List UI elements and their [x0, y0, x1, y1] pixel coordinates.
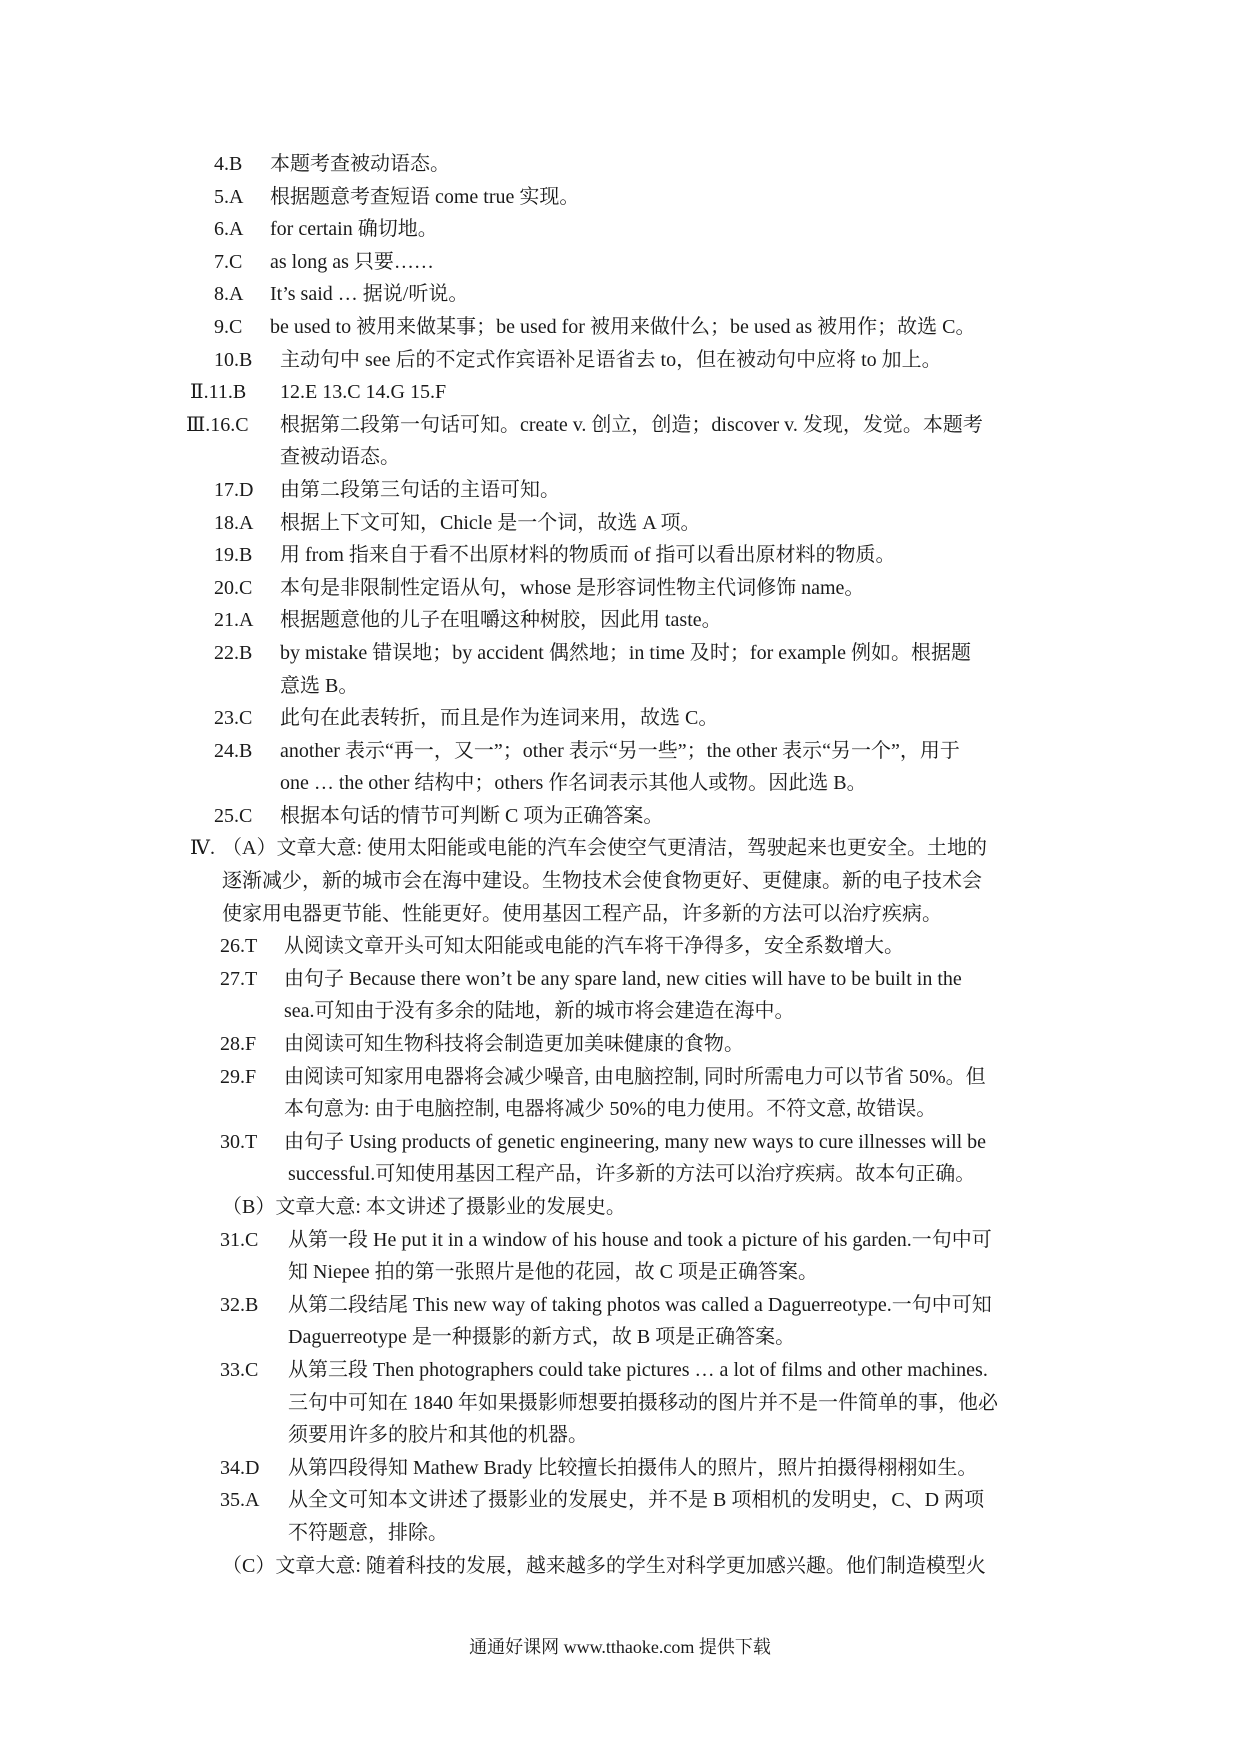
answer-number: 22.B — [214, 641, 253, 664]
answer-line-35 — [0, 1484, 1240, 1517]
answer-line-31 — [0, 1224, 1240, 1257]
answer-text: 本题考查被动语态。 — [270, 153, 450, 175]
answer-number: 4.B — [214, 153, 243, 175]
answer-text: 查被动语态。 — [280, 446, 400, 469]
answer-text: 根据第二段第一句话可知。create v. 创立，创造；discover v. 发现，发觉。本题考 — [280, 413, 983, 436]
answer-text: 从全文可知本文讲述了摄影业的发展史，并不是 B 项相机的发明史，C、D 两项 — [288, 1489, 985, 1512]
answer-number: 19.B — [214, 544, 253, 567]
answer-number: 21.A — [214, 609, 254, 632]
answer-line-30-cont — [0, 1158, 1240, 1191]
answer-line-33-cont — [0, 1419, 1240, 1452]
answer-text: 主动句中 see 后的不定式作宾语补足语省去 to，但在被动句中应将 to 加上。 — [280, 348, 942, 371]
answer-text: Daguerreotype 是一种摄影的新方式，故 B 项是正确答案。 — [288, 1326, 796, 1349]
answer-text: 从第一段 He put it in a window of his house and took a picture of his garden.一句中可 — [288, 1228, 992, 1251]
answer-number: 27.T — [220, 967, 258, 990]
answer-line-9 — [0, 311, 1240, 344]
answer-text: （C）文章大意: 随着科技的发展，越来越多的学生对科学更加感兴趣。他们制造模型火 — [222, 1554, 986, 1577]
answer-text: 由句子 Using products of genetic engineering, many new ways to cure illnesses will be — [284, 1130, 987, 1153]
answer-line-18 — [0, 507, 1240, 540]
answer-line-33 — [0, 1354, 1240, 1387]
answer-text: 从第二段结尾 This new way of taking photos was called a Daguerreotype.一句中可知 — [288, 1293, 992, 1316]
passage-a-summary-cont — [0, 865, 1240, 898]
answer-number: 24.B — [214, 739, 253, 762]
answer-number: 29.F — [220, 1065, 257, 1088]
answer-text: 逐渐减少，新的城市会在海中建设。生物技术会使食物更好、更健康。新的电子技术会 — [222, 870, 982, 893]
answer-line-8 — [0, 278, 1240, 311]
answer-line-27-cont — [0, 995, 1240, 1028]
answer-number: Ⅲ.16.C — [186, 413, 249, 436]
answer-line-6 — [0, 213, 1240, 246]
answer-line-32-cont — [0, 1321, 1240, 1354]
answer-line-23 — [0, 702, 1240, 735]
answer-text: successful.可知使用基因工程产品，许多新的方法可以治疗疾病。故本句正确。 — [288, 1163, 976, 1186]
answer-text: 根据题意他的儿子在咀嚼这种树胶，因此用 taste。 — [280, 609, 722, 632]
section-number: Ⅳ. — [190, 837, 215, 860]
answer-line-19 — [0, 539, 1240, 572]
answer-number: 18.A — [214, 511, 254, 534]
answer-text: 不符题意，排除。 — [288, 1521, 448, 1544]
answer-number: Ⅱ.11.B — [190, 381, 247, 404]
answer-text: 根据上下文可知，Chicle 是一个词，故选 A 项。 — [280, 511, 701, 534]
answer-key — [0, 148, 1240, 1582]
answer-line-31-cont — [0, 1256, 1240, 1289]
answer-text: 意选 B。 — [280, 674, 359, 697]
answer-line-33-cont — [0, 1387, 1240, 1420]
answer-line-25 — [0, 800, 1240, 833]
answer-line-34 — [0, 1452, 1240, 1485]
answer-line-24-cont — [0, 767, 1240, 800]
answer-text: another 表示“再一，又一”；other 表示“另一些”；the other 表示“另一个”，用于 — [280, 739, 960, 762]
answer-number: 31.C — [220, 1228, 259, 1251]
answer-text: sea.可知由于没有多余的陆地，新的城市将会建造在海中。 — [284, 1000, 795, 1023]
answer-line-17 — [0, 474, 1240, 507]
answer-line-30 — [0, 1126, 1240, 1159]
section-ii-answers — [0, 376, 1240, 409]
answer-text: 知 Niepee 拍的第一张照片是他的花园，故 C 项是正确答案。 — [288, 1261, 818, 1284]
answer-text: 12.E 13.C 14.G 15.F — [280, 381, 447, 404]
answer-number: 7.C — [214, 250, 243, 273]
answer-text: 此句在此表转折，而且是作为连词来用，故选 C。 — [280, 707, 719, 730]
page-footer: 通通好课网 www.tthaoke.com 提供下载 — [469, 1637, 771, 1657]
answer-text: by mistake 错误地；by accident 偶然地；in time 及时；for example 例如。根据题 — [280, 641, 971, 664]
answer-text: 本句意为: 由于电脑控制, 电器将减少 50%的电力使用。不符文意, 故错误。 — [284, 1098, 937, 1121]
answer-line-26 — [0, 930, 1240, 963]
answer-number: 9.C — [214, 315, 243, 338]
answer-text: 使家用电器更节能、性能更好。使用基因工程产品，许多新的方法可以治疗疾病。 — [222, 902, 942, 925]
answer-line-32 — [0, 1289, 1240, 1322]
answer-line-4 — [0, 148, 1240, 181]
answer-number: 26.T — [220, 935, 258, 958]
answer-text: 从第三段 Then photographers could take pictures … a lot of films and other machines. — [288, 1358, 988, 1381]
answer-number: 8.A — [214, 283, 244, 306]
answer-text: one … the other 结构中；others 作名词表示其他人或物。因此选 B。 — [280, 772, 867, 795]
answer-line-24 — [0, 735, 1240, 768]
answer-line-35-cont — [0, 1517, 1240, 1550]
answer-line-28 — [0, 1028, 1240, 1061]
answer-number: 10.B — [214, 348, 253, 371]
answer-line-22 — [0, 637, 1240, 670]
answer-line-10 — [0, 344, 1240, 377]
answer-text: 根据题意考查短语 come true 实现。 — [270, 185, 580, 208]
answer-number: 23.C — [214, 707, 253, 730]
answer-number: 34.D — [220, 1456, 260, 1479]
answer-text: 须要用许多的胶片和其他的机器。 — [288, 1424, 588, 1447]
answer-text: be used to 被用来做某事；be used for 被用来做什么；be used as 被用作；故选 C。 — [270, 315, 976, 338]
answer-line-21 — [0, 604, 1240, 637]
answer-text: for certain 确切地。 — [270, 218, 438, 241]
answer-text: 用 from 指来自于看不出原材料的物质而 of 指可以看出原材料的物质。 — [280, 544, 896, 567]
answer-text: （A）文章大意: 使用太阳能或电能的汽车会使空气更清洁，驾驶起来也更安全。土地的 — [222, 837, 987, 860]
answer-line-7 — [0, 246, 1240, 279]
answer-text: 本句是非限制性定语从句，whose 是形容词性物主代词修饰 name。 — [280, 576, 865, 599]
answer-number: 17.D — [214, 478, 254, 501]
answer-line-16-cont — [0, 441, 1240, 474]
answer-number: 5.A — [214, 185, 244, 208]
answer-line-16 — [0, 409, 1240, 442]
answer-number: 6.A — [214, 218, 244, 241]
answer-number: 20.C — [214, 576, 253, 599]
answer-text: 根据本句话的情节可判断 C 项为正确答案。 — [280, 804, 664, 827]
answer-text: 从第四段得知 Mathew Brady 比较擅长拍摄伟人的照片，照片拍摄得栩栩如生。 — [288, 1456, 978, 1479]
answer-text: 由阅读可知生物科技将会制造更加美味健康的食物。 — [284, 1033, 744, 1056]
answer-text: （B）文章大意: 本文讲述了摄影业的发展史。 — [222, 1196, 626, 1218]
answer-text: 由句子 Because there won’t be any spare land, new cities will have to be built in the — [284, 967, 962, 990]
answer-number: 33.C — [220, 1358, 259, 1381]
answer-line-20 — [0, 572, 1240, 605]
answer-text: 由阅读可知家用电器将会减少噪音, 由电脑控制, 同时所需电力可以节省 50%。但 — [284, 1065, 986, 1088]
answer-text: 三句中可知在 1840 年如果摄影师想要拍摄移动的图片并不是一件简单的事，他必 — [288, 1391, 998, 1414]
answer-number: 32.B — [220, 1293, 259, 1316]
section-iv-passage-a-summary — [0, 832, 1240, 865]
answer-text: 从阅读文章开头可知太阳能或电能的汽车将干净得多，安全系数增大。 — [284, 935, 904, 958]
answer-number: 25.C — [214, 804, 253, 827]
answer-line-27 — [0, 963, 1240, 996]
answer-text: as long as 只要…… — [270, 250, 434, 273]
answer-number: 30.T — [220, 1130, 258, 1153]
answer-line-5 — [0, 181, 1240, 214]
passage-b-summary — [0, 1191, 1240, 1224]
answer-number: 28.F — [220, 1033, 257, 1056]
answer-line-22-cont — [0, 670, 1240, 703]
answer-line-29-cont — [0, 1093, 1240, 1126]
answer-text: 由第二段第三句话的主语可知。 — [280, 478, 560, 501]
passage-a-summary-cont — [0, 898, 1240, 931]
answer-line-29 — [0, 1061, 1240, 1094]
answer-text: It’s said … 据说/听说。 — [270, 283, 469, 306]
passage-c-summary — [0, 1550, 1240, 1583]
answer-number: 35.A — [220, 1489, 260, 1512]
